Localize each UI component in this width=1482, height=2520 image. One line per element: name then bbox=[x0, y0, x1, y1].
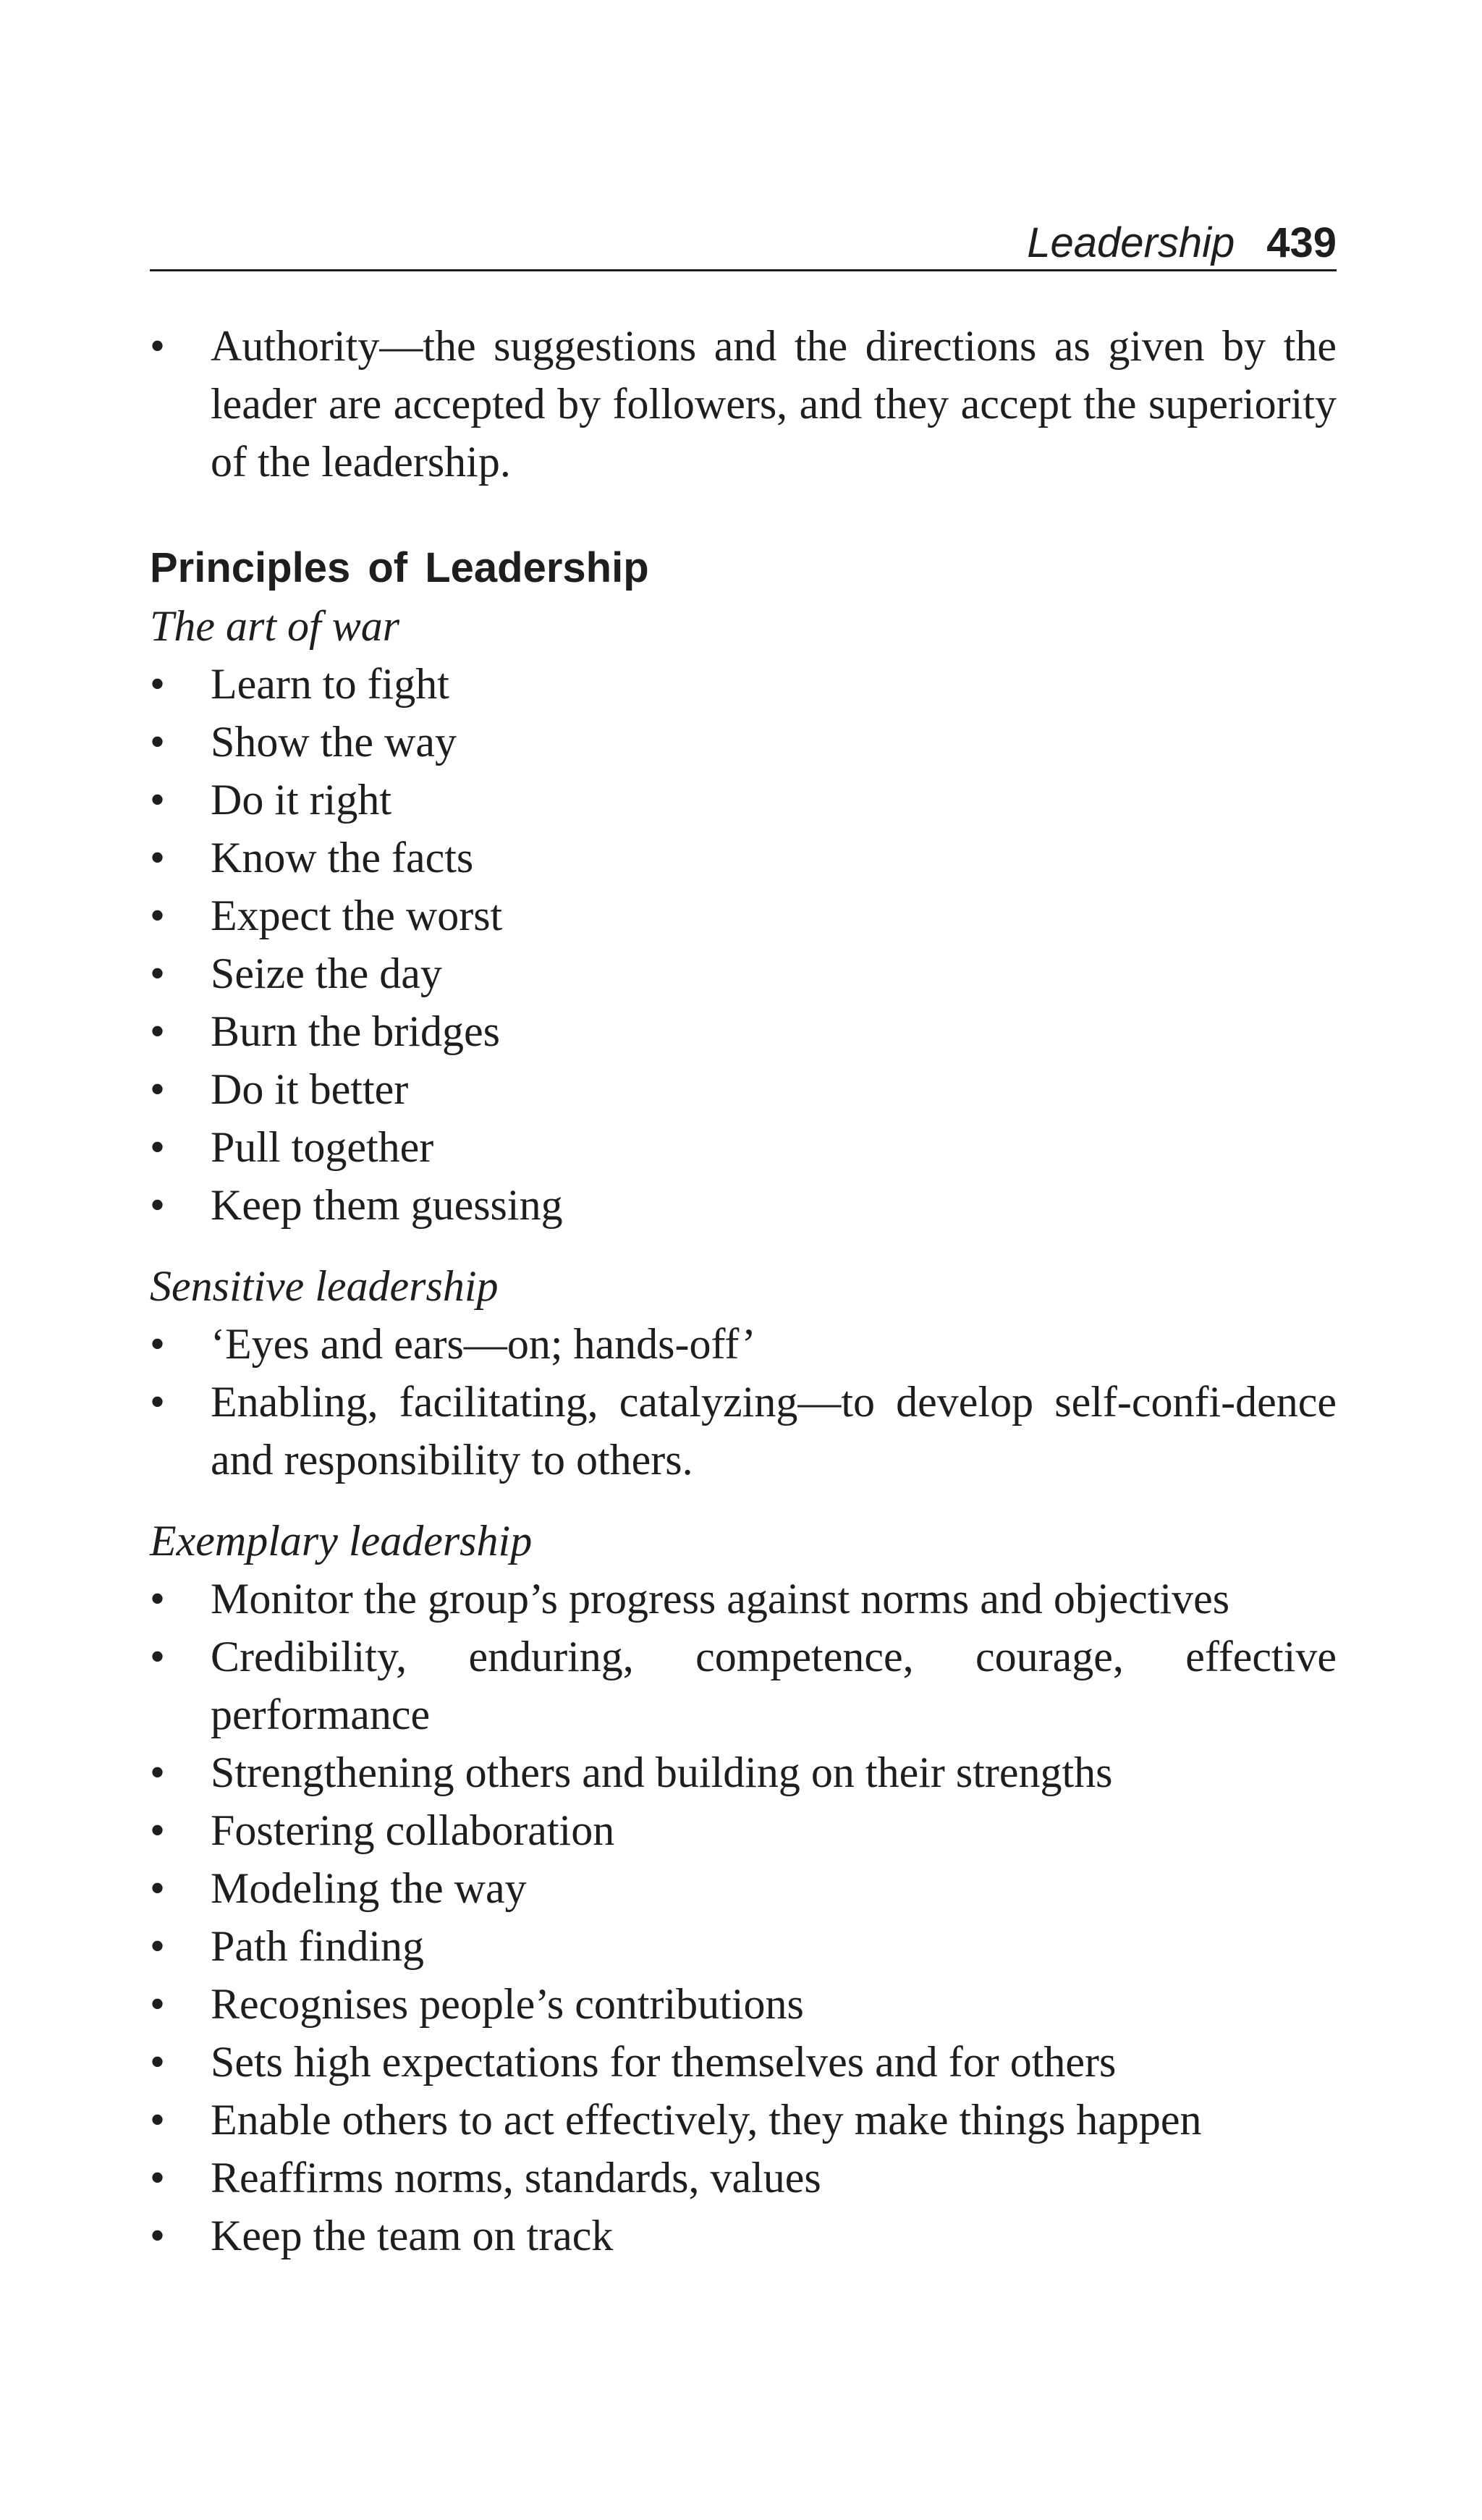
exemplary-leadership-list bbox=[150, 1570, 1337, 2265]
running-header-section: Leadership bbox=[1027, 219, 1235, 266]
sensitive-leadership-list bbox=[150, 1315, 1337, 1489]
list-item: • Credibility, enduring, competence, courage, effective performance bbox=[150, 1628, 1337, 1743]
list-item: • Sets high expectations for themselves and for others bbox=[150, 2033, 1337, 2091]
list-item: • Learn to fight bbox=[150, 655, 1337, 713]
page-body bbox=[150, 317, 1337, 2265]
list-item: • Seize the day bbox=[150, 944, 1337, 1002]
subheading-art-of-war: The art of war bbox=[150, 602, 400, 650]
list-item: • Enable others to act effectively, they make things happen bbox=[150, 2091, 1337, 2149]
list-item: • Modeling the way bbox=[150, 1859, 1337, 1917]
list-item: • Do it better bbox=[150, 1060, 1337, 1118]
art-of-war-list bbox=[150, 655, 1337, 1234]
list-item: • Enabling, facilitating, catalyzing—to develop self-confi-dence and responsibility to others. bbox=[150, 1373, 1337, 1489]
list-item: • Know the facts bbox=[150, 829, 1337, 887]
list-item: • Recognises people’s contributions bbox=[150, 1975, 1337, 2033]
list-item: • Expect the worst bbox=[150, 887, 1337, 944]
list-item: • Path finding bbox=[150, 1917, 1337, 1975]
running-header bbox=[150, 217, 1337, 271]
section-heading: Principles of Leadership bbox=[150, 544, 649, 591]
list-item: • Reaffirms norms, standards, values bbox=[150, 2149, 1337, 2207]
list-item: • ‘Eyes and ears—on; hands-off’ bbox=[150, 1315, 1337, 1373]
list-item: • Do it right bbox=[150, 771, 1337, 829]
list-item: • Strengthening others and building on their strengths bbox=[150, 1743, 1337, 1801]
intro-bullet-list bbox=[150, 317, 1337, 491]
list-item: • Authority—the suggestions and the directions as given by the leader are accepted by followers, and they accept the superiority of the leadership. bbox=[150, 317, 1337, 491]
list-item: • Show the way bbox=[150, 713, 1337, 771]
list-item: • Fostering collaboration bbox=[150, 1801, 1337, 1859]
page-number: 439 bbox=[1266, 219, 1337, 266]
list-item: • Burn the bridges bbox=[150, 1002, 1337, 1060]
subheading-sensitive-leadership: Sensitive leadership bbox=[150, 1262, 499, 1310]
list-item: • Monitor the group’s progress against norms and objectives bbox=[150, 1570, 1337, 1628]
list-item: • Pull together bbox=[150, 1118, 1337, 1176]
subheading-exemplary-leadership: Exemplary leadership bbox=[150, 1517, 533, 1565]
list-item: • Keep them guessing bbox=[150, 1176, 1337, 1234]
list-item: • Keep the team on track bbox=[150, 2207, 1337, 2265]
